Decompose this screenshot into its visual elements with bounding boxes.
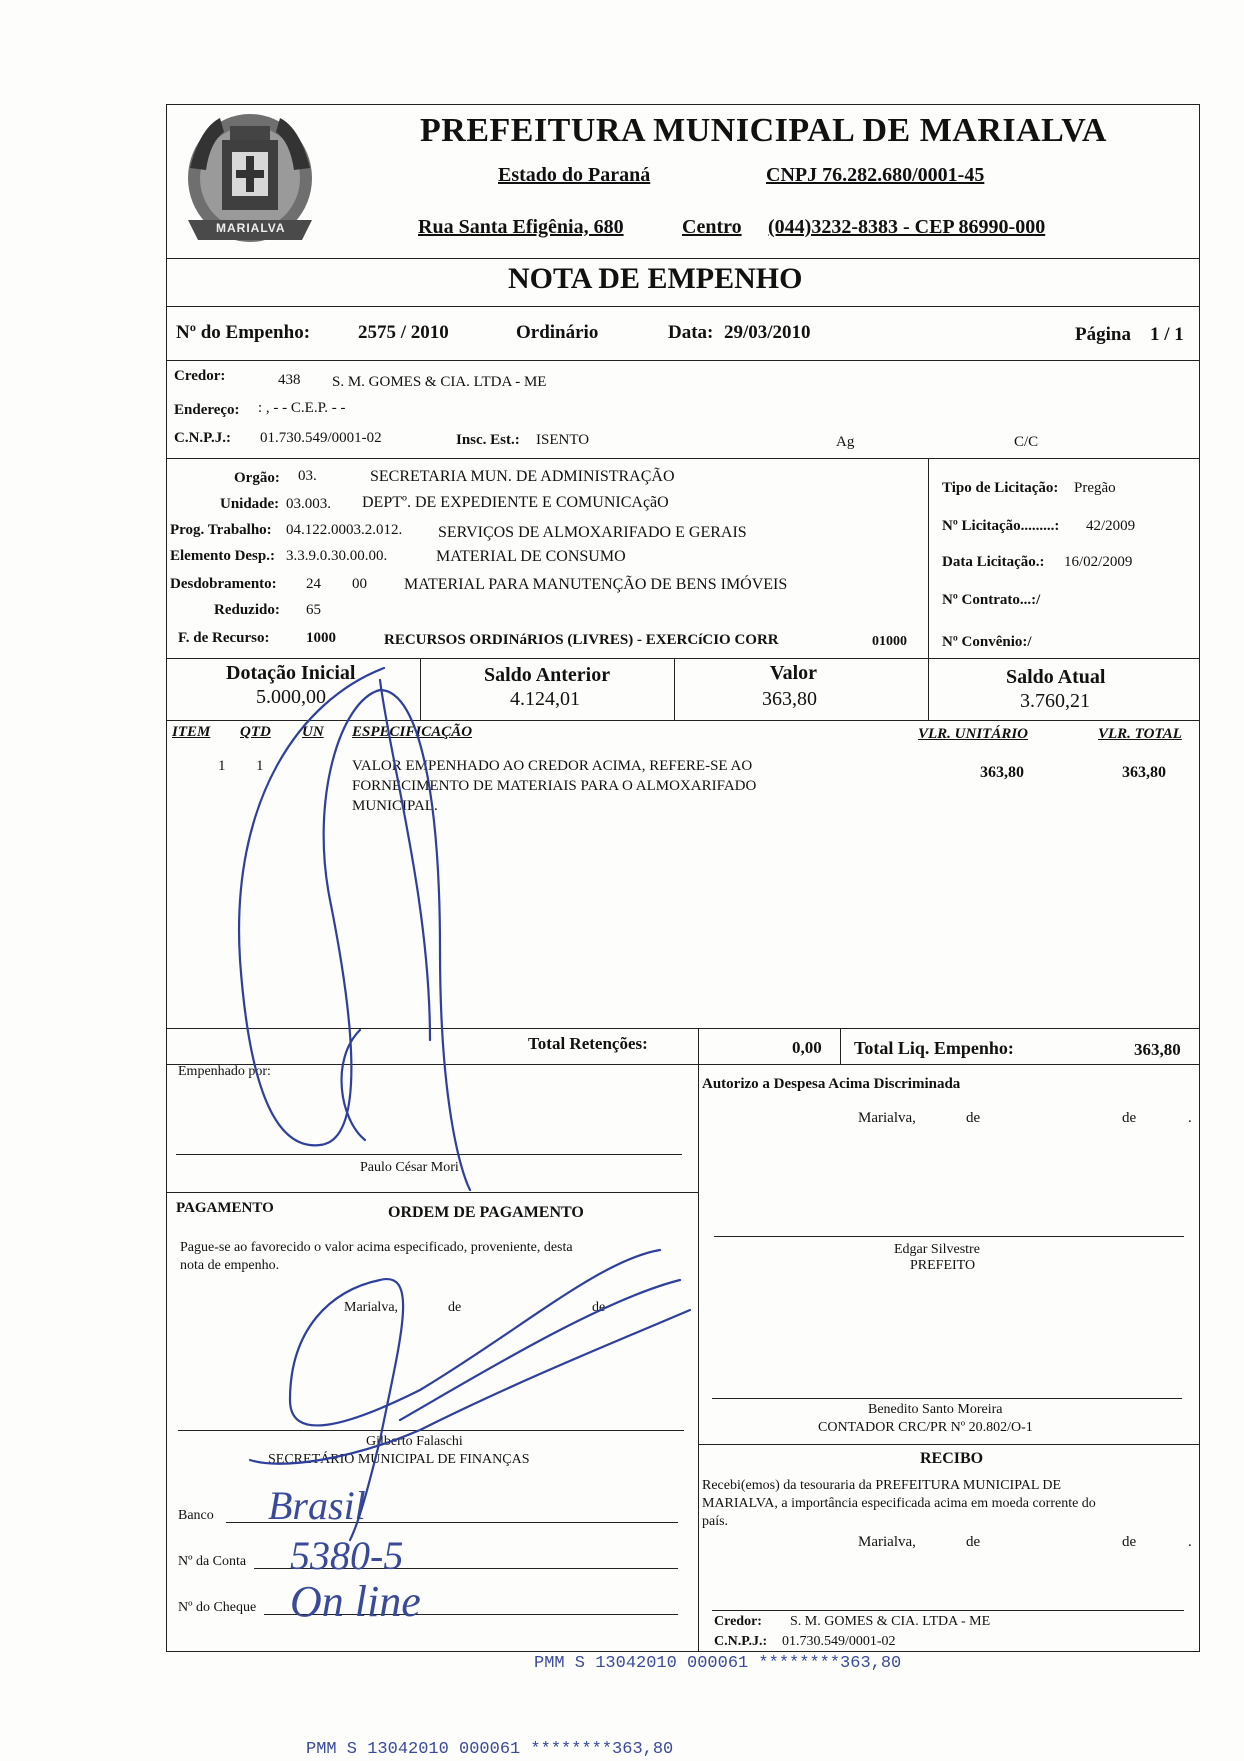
address-field-value: : , - - C.E.P. - - bbox=[258, 400, 346, 416]
cheque-label: Nº do Cheque bbox=[178, 1600, 257, 1615]
municipal-seal bbox=[180, 108, 320, 256]
recurso-name: RECURSOS ORDINáRIOS (LIVRES) - EXERCíCIO CORR bbox=[384, 632, 779, 648]
recibo-credor: S. M. GOMES & CIA. LTDA - ME bbox=[790, 1614, 991, 1629]
recurso-label: F. de Recurso: bbox=[178, 630, 270, 646]
ag-label: Ag bbox=[836, 434, 855, 450]
licitacao-numero: 42/2009 bbox=[1086, 518, 1136, 534]
row-item: 1 bbox=[218, 758, 226, 774]
orgao-code: 03. bbox=[298, 468, 317, 484]
address-label: Rua Santa Efigênia, 680 bbox=[418, 216, 624, 238]
conta-label: Nº da Conta bbox=[178, 1554, 247, 1569]
signature-line bbox=[712, 1610, 1184, 1611]
col-un: UN bbox=[302, 724, 324, 740]
secretario-role: SECRETÁRIO MUNICIPAL DE FINANÇAS bbox=[268, 1452, 530, 1467]
anterior-label: Saldo Anterior bbox=[484, 664, 611, 686]
divider bbox=[698, 1028, 699, 1064]
desdobramento-a: 24 bbox=[306, 576, 321, 592]
autorizo-de2: de bbox=[1122, 1110, 1137, 1126]
row-desc-1: VALOR EMPENHADO AO CREDOR ACIMA, REFERE-SE AO bbox=[352, 758, 753, 774]
row-unit: 363,80 bbox=[980, 764, 1024, 781]
pagamento-label: PAGAMENTO bbox=[176, 1200, 274, 1216]
orgao-name: SECRETARIA MUN. DE ADMINISTRAÇÃO bbox=[370, 468, 675, 485]
row-desc-3: MUNICIPAL. bbox=[352, 798, 438, 814]
divider bbox=[840, 1028, 841, 1064]
credor-code: 438 bbox=[278, 372, 301, 388]
recurso-code: 1000 bbox=[306, 630, 336, 646]
valor-value: 363,80 bbox=[762, 688, 817, 710]
banco-handwritten: Brasil bbox=[268, 1483, 366, 1528]
divider bbox=[166, 1064, 1200, 1065]
desdobramento-b: 00 bbox=[352, 576, 367, 592]
pagamento-city: Marialva, bbox=[344, 1300, 399, 1315]
contador-role: CONTADOR CRC/PR Nº 20.802/O-1 bbox=[818, 1420, 1033, 1435]
recurso-code2: 01000 bbox=[872, 634, 907, 649]
date-value: 29/03/2010 bbox=[724, 322, 811, 343]
liq-label: Total Liq. Empenho: bbox=[854, 1038, 1014, 1058]
recibo-cnpj-label: C.N.P.J.: bbox=[714, 1634, 768, 1649]
autorizo-title: Autorizo a Despesa Acima Discriminada bbox=[702, 1076, 961, 1092]
ordem-title: ORDEM DE PAGAMENTO bbox=[388, 1204, 584, 1221]
col-qtd: QTD bbox=[240, 724, 271, 740]
recibo-de1: de bbox=[966, 1534, 981, 1550]
recibo-cnpj: 01.730.549/0001-02 bbox=[782, 1634, 896, 1649]
unidade-code: 03.003. bbox=[286, 496, 331, 512]
contador-name: Benedito Santo Moreira bbox=[868, 1402, 1003, 1417]
address-field-label: Endereço: bbox=[174, 402, 240, 418]
atual-label: Saldo Atual bbox=[1006, 666, 1106, 688]
valor-label: Valor bbox=[770, 662, 818, 684]
orgao-label: Orgão: bbox=[234, 470, 280, 486]
recibo-text-1: Recebi(emos) da tesouraria da PREFEITURA MUNICIPAL DE bbox=[702, 1478, 1062, 1493]
divider bbox=[166, 458, 1200, 459]
insc-label: Insc. Est.: bbox=[456, 432, 520, 448]
cnpj-field-label: C.N.P.J.: bbox=[174, 430, 231, 446]
empenho-type: Ordinário bbox=[516, 322, 599, 343]
divider bbox=[166, 360, 1200, 361]
dotacao-label: Dotação Inicial bbox=[226, 662, 356, 684]
empenhado-label: Empenhado por: bbox=[178, 1064, 271, 1079]
contrato-label: Nº Contrato...:/ bbox=[942, 592, 1041, 608]
payment-stamp-bottom: PMM S 13042010 000061 ********363,80 bbox=[306, 1740, 674, 1759]
recibo-credor-label: Credor: bbox=[714, 1614, 762, 1629]
row-total: 363,80 bbox=[1122, 764, 1166, 781]
divider bbox=[928, 658, 929, 720]
retencoes-label: Total Retenções: bbox=[528, 1034, 648, 1053]
licitacao-tipo-label: Tipo de Licitação: bbox=[942, 480, 1059, 496]
unidade-name: DEPTº. DE EXPEDIENTE E COMUNICAçãO bbox=[362, 494, 669, 511]
cc-label: C/C bbox=[1014, 434, 1039, 450]
document-title: NOTA DE EMPENHO bbox=[508, 262, 803, 295]
row-desc-2: FORNECIMENTO DE MATERIAIS PARA O ALMOXARIFADO bbox=[352, 778, 757, 794]
elemento-name: MATERIAL DE CONSUMO bbox=[436, 548, 626, 565]
credor-label: Credor: bbox=[174, 368, 226, 384]
col-item: ITEM bbox=[172, 724, 211, 740]
secretario-name: Gilberto Falaschi bbox=[366, 1434, 463, 1449]
divider bbox=[166, 720, 1200, 721]
divider bbox=[420, 658, 421, 720]
unidade-label: Unidade: bbox=[220, 496, 280, 512]
liq-value: 363,80 bbox=[1134, 1040, 1181, 1059]
recibo-text-3: país. bbox=[702, 1514, 729, 1529]
row-qtd: 1 bbox=[256, 758, 264, 774]
anterior-value: 4.124,01 bbox=[510, 688, 580, 710]
reduzido-value: 65 bbox=[306, 602, 321, 618]
recibo-text-2: MARIALVA, a importância especificada acima em moeda corrente do bbox=[702, 1496, 1096, 1511]
dotacao-value: 5.000,00 bbox=[256, 686, 326, 708]
prog-name: SERVIÇOS DE ALMOXARIFADO E GERAIS bbox=[438, 524, 747, 541]
prefeito-role: PREFEITO bbox=[910, 1258, 976, 1273]
recibo-de2: de bbox=[1122, 1534, 1137, 1550]
pagamento-de1: de bbox=[448, 1300, 462, 1315]
page-number: 1 / 1 bbox=[1150, 324, 1184, 345]
seal-banner: MARIALVA bbox=[216, 221, 286, 235]
pagamento-text-2: nota de empenho. bbox=[180, 1258, 280, 1273]
divider bbox=[166, 658, 1200, 659]
divider bbox=[166, 306, 1200, 307]
payment-stamp: PMM S 13042010 000061 ********363,80 bbox=[534, 1654, 902, 1673]
autorizo-de1: de bbox=[966, 1110, 981, 1126]
divider bbox=[674, 658, 675, 720]
recibo-city: Marialva, bbox=[858, 1534, 916, 1550]
signature-line bbox=[176, 1154, 682, 1155]
page-label: Página bbox=[1075, 324, 1131, 345]
divider bbox=[698, 1064, 699, 1652]
signature-line bbox=[714, 1236, 1184, 1237]
signature-line bbox=[712, 1398, 1182, 1399]
divider bbox=[928, 458, 929, 658]
conta-handwritten: 5380-5 bbox=[290, 1533, 404, 1578]
prefeito-name: Edgar Silvestre bbox=[894, 1242, 980, 1257]
cnpj-field-value: 01.730.549/0001-02 bbox=[260, 430, 382, 446]
elemento-label: Elemento Desp.: bbox=[170, 548, 275, 564]
licitacao-numero-label: Nº Licitação.........: bbox=[942, 518, 1060, 534]
insc-value: ISENTO bbox=[536, 432, 590, 448]
reduzido-label: Reduzido: bbox=[214, 602, 280, 618]
banco-label: Banco bbox=[178, 1508, 214, 1523]
col-espec: ESPECIFICAÇÃO bbox=[352, 724, 473, 740]
state-label: Estado do Paraná bbox=[498, 164, 651, 186]
licitacao-data: 16/02/2009 bbox=[1064, 554, 1133, 570]
divider bbox=[166, 258, 1200, 259]
desdobramento-name: MATERIAL PARA MANUTENÇÃO DE BENS IMÓVEIS bbox=[404, 576, 788, 593]
elemento-code: 3.3.9.0.30.00.00. bbox=[286, 548, 388, 564]
signature-line bbox=[178, 1430, 684, 1431]
retencoes-value: 0,00 bbox=[792, 1038, 822, 1057]
cnpj-label: CNPJ 76.282.680/0001-45 bbox=[766, 164, 985, 186]
autorizo-city: Marialva, bbox=[858, 1110, 916, 1126]
prog-code: 04.122.0003.2.012. bbox=[286, 522, 403, 538]
credor-name: S. M. GOMES & CIA. LTDA - ME bbox=[332, 374, 547, 390]
empenho-number-label: Nº do Empenho: bbox=[176, 322, 311, 343]
prog-label: Prog. Trabalho: bbox=[170, 522, 272, 538]
divider bbox=[166, 1192, 698, 1193]
date-label: Data: bbox=[668, 322, 714, 343]
empenhado-signer: Paulo César Mori bbox=[360, 1160, 459, 1175]
pagamento-de2: de bbox=[592, 1300, 606, 1315]
col-total: VLR. TOTAL bbox=[1098, 726, 1182, 742]
licitacao-data-label: Data Licitação.: bbox=[942, 554, 1045, 570]
empenho-number: 2575 / 2010 bbox=[358, 322, 449, 343]
licitacao-tipo: Pregão bbox=[1074, 480, 1116, 496]
phone-cep-label: (044)3232-8383 - CEP 86990-000 bbox=[768, 216, 1046, 238]
district-label: Centro bbox=[682, 216, 742, 238]
pagamento-text-1: Pague-se ao favorecido o valor acima especificado, proveniente, desta bbox=[180, 1240, 573, 1255]
cheque-handwritten: On line bbox=[290, 1577, 421, 1626]
convenio-label: Nº Convênio:/ bbox=[942, 634, 1032, 650]
col-unit: VLR. UNITÁRIO bbox=[918, 726, 1029, 742]
recibo-title: RECIBO bbox=[920, 1450, 984, 1467]
divider bbox=[166, 1028, 1200, 1029]
divider bbox=[698, 1444, 1200, 1445]
atual-value: 3.760,21 bbox=[1020, 690, 1090, 712]
page-title: PREFEITURA MUNICIPAL DE MARIALVA bbox=[420, 112, 1107, 149]
desdobramento-label: Desdobramento: bbox=[170, 576, 277, 592]
recibo-dot: . bbox=[1188, 1534, 1192, 1550]
autorizo-dot: . bbox=[1188, 1110, 1192, 1126]
